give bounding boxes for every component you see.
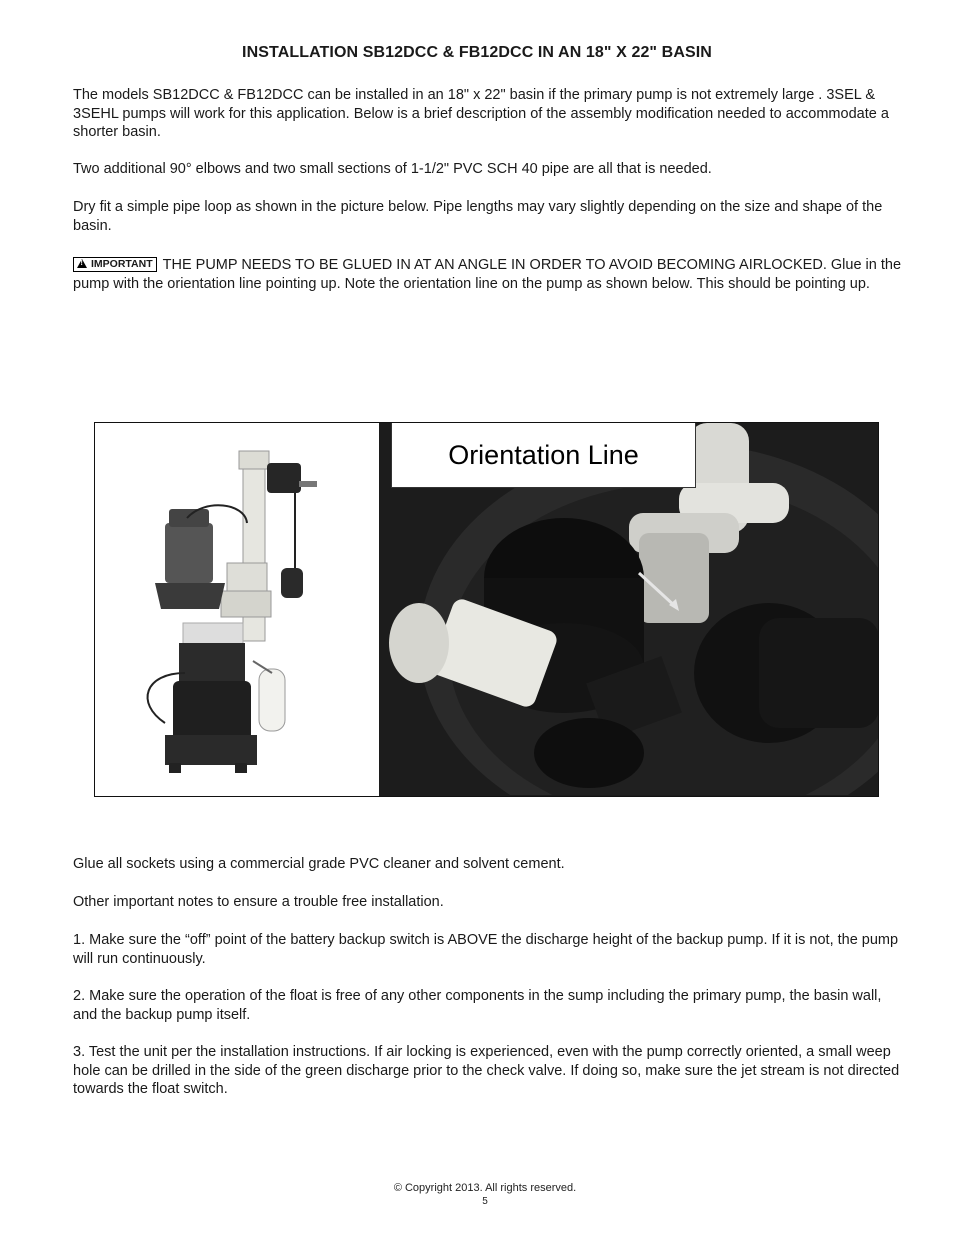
page-number: 5 — [482, 1196, 488, 1207]
installation-figure — [94, 422, 879, 797]
dryfit-paragraph: Dry fit a simple pipe loop as shown in the picture below. Pipe lengths may vary slightly depending on the size and shape of the basin. — [73, 199, 883, 234]
important-label: IMPORTANT — [91, 258, 153, 270]
note-2: 2. Make sure the operation of the float is free of any other components in the sump including the primary pump, the basin wall, and the backup pump itself. — [73, 988, 882, 1023]
note-1: 1. Make sure the “off” point of the battery backup switch is ABOVE the discharge height of the backup pump. If it is not, the pump will run continuously. — [73, 932, 899, 967]
copyright-footer: © Copyright 2013. All rights reserved. — [393, 1182, 577, 1194]
notes-intro-paragraph: Other important notes to ensure a trouble free installation. — [73, 894, 444, 910]
orientation-line-callout: Orientation Line — [391, 423, 696, 488]
pump-assembly-photo — [95, 423, 380, 796]
important-badge — [73, 257, 157, 272]
orientation-photo — [379, 423, 878, 796]
important-paragraph — [73, 256, 903, 293]
elbows-paragraph: Two additional 90° elbows and two small sections of 1-1/2" PVC SCH 40 pipe are all that is needed. — [73, 161, 712, 177]
pump-assembly-illustration — [95, 423, 378, 795]
page-title: INSTALLATION SB12DCC & FB12DCC IN AN 18" X 22" BASIN — [242, 44, 712, 61]
glue-paragraph: Glue all sockets using a commercial grade PVC cleaner and solvent cement. — [73, 856, 565, 872]
note-3: 3. Test the unit per the installation instructions. If air locking is experienced, even with the pump correctly oriented, a small weep hole can be drilled in the side of the green discharge prior to the check valve. If doing so, make sure the jet stream is not directed towards the float switch. — [73, 1044, 900, 1098]
important-text: THE PUMP NEEDS TO BE GLUED IN AT AN ANGLE IN ORDER TO AVOID BECOMING AIRLOCKED. Glue in the pump with the orientation line pointing up. Note the orientation line on the pump as shown below. This should be pointing up. — [73, 257, 902, 292]
intro-paragraph: The models SB12DCC & FB12DCC can be installed in an 18" x 22" basin if the primary pump is not extremely large . 3SEL & 3SEHL pumps will work for this application. Below is a brief description of the assembly modification needed to accommodate a shorter basin. — [73, 87, 889, 141]
warning-icon — [77, 259, 87, 268]
